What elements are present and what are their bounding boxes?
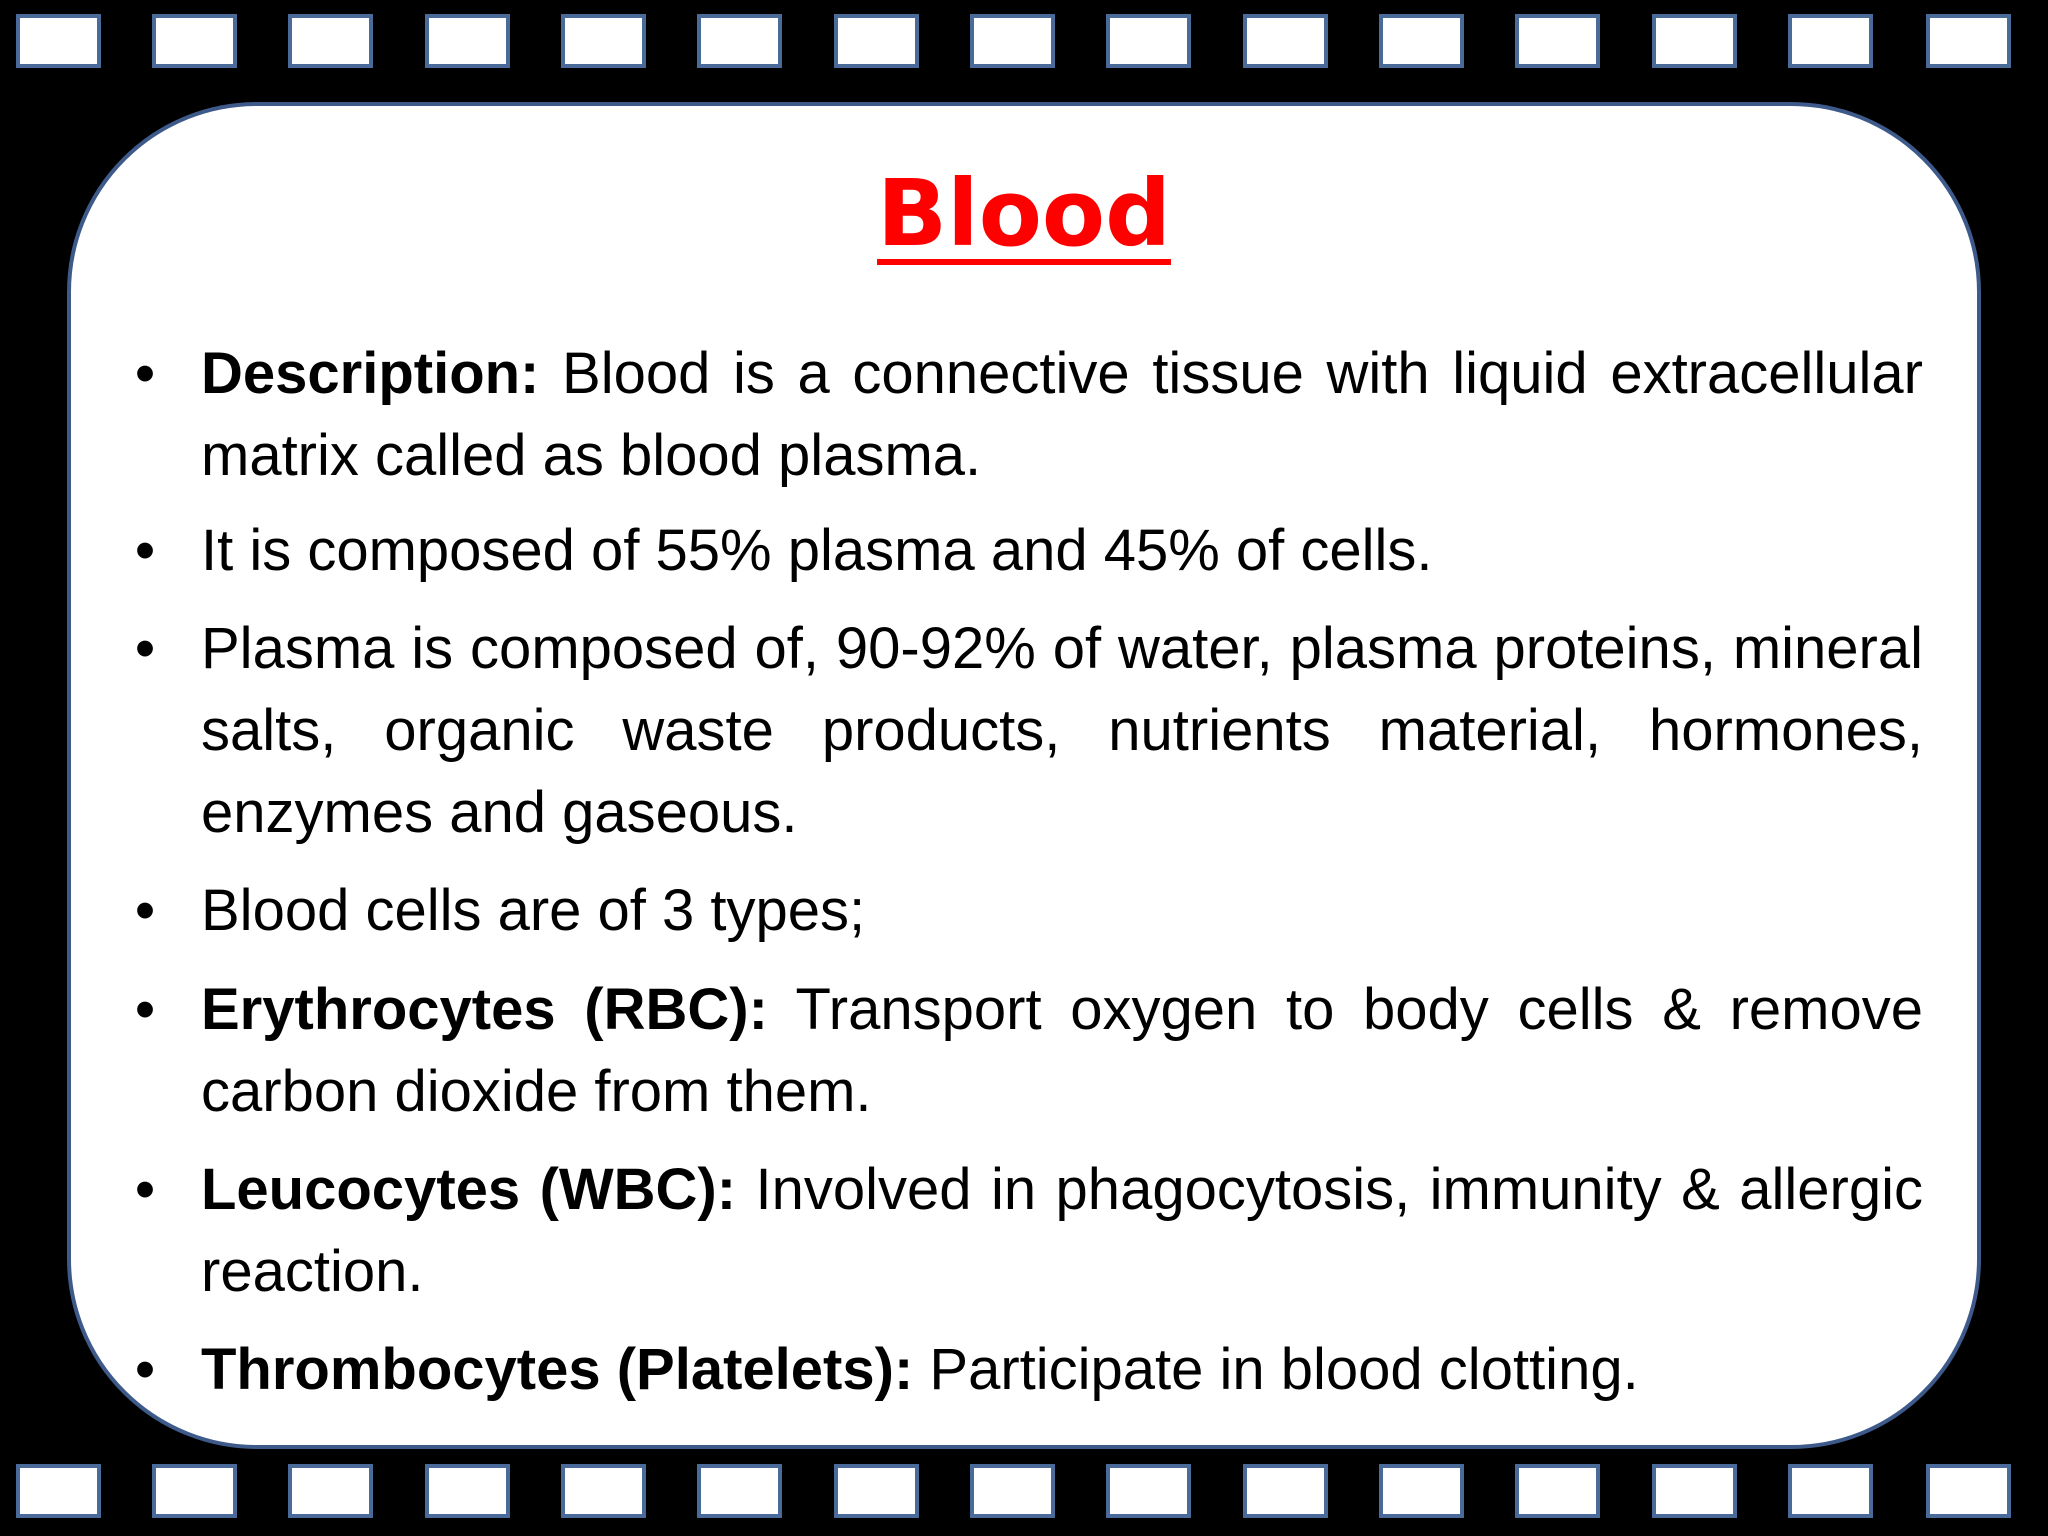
bullet-item-cell-types — [134, 870, 1923, 952]
bullet-dot: • — [134, 977, 156, 1042]
bullet-dot: • — [134, 1157, 156, 1222]
bullet-label: Erythrocytes (RBC): — [201, 977, 768, 1042]
bullet-item-leucocytes — [134, 1149, 1923, 1313]
bullet-label: Description: — [201, 341, 540, 406]
bullet-dot: • — [134, 616, 156, 681]
bullet-dot: • — [134, 1337, 156, 1402]
bullet-text: Involved in phagocytosis, immunity & allergic reaction. — [201, 1157, 1923, 1304]
bullet-item-plasma — [134, 608, 1923, 854]
slide-title-text: Blood — [877, 160, 1171, 267]
bullet-dot: • — [134, 878, 156, 943]
bullet-item-composition — [134, 510, 1923, 592]
bullet-text: It is composed of 55% plasma and 45% of cells. — [201, 518, 1433, 583]
bullet-text: Blood is a connective tissue with liquid extracellular matrix called as blood plasma. — [201, 341, 1923, 488]
bullet-text: Participate in blood clotting. — [913, 1337, 1639, 1402]
bullet-text: Plasma is composed of, 90-92% of water, plasma proteins, mineral salts, organic waste products, nutrients material, hormones, enzymes and gaseous. — [201, 616, 1923, 845]
bullet-text: Transport oxygen to body cells & remove carbon dioxide from them. — [201, 977, 1923, 1124]
bullet-item-erythrocytes — [134, 969, 1923, 1133]
bullet-item-description — [134, 333, 1923, 497]
bullet-item-thrombocytes — [134, 1329, 1923, 1411]
bullet-text: Blood cells are of 3 types; — [201, 878, 866, 943]
bullet-dot: • — [134, 518, 156, 583]
bullet-label: Leucocytes (WBC): — [201, 1157, 737, 1222]
bullet-label: Thrombocytes (Platelets): — [201, 1337, 914, 1402]
bullet-dot: • — [134, 341, 156, 406]
